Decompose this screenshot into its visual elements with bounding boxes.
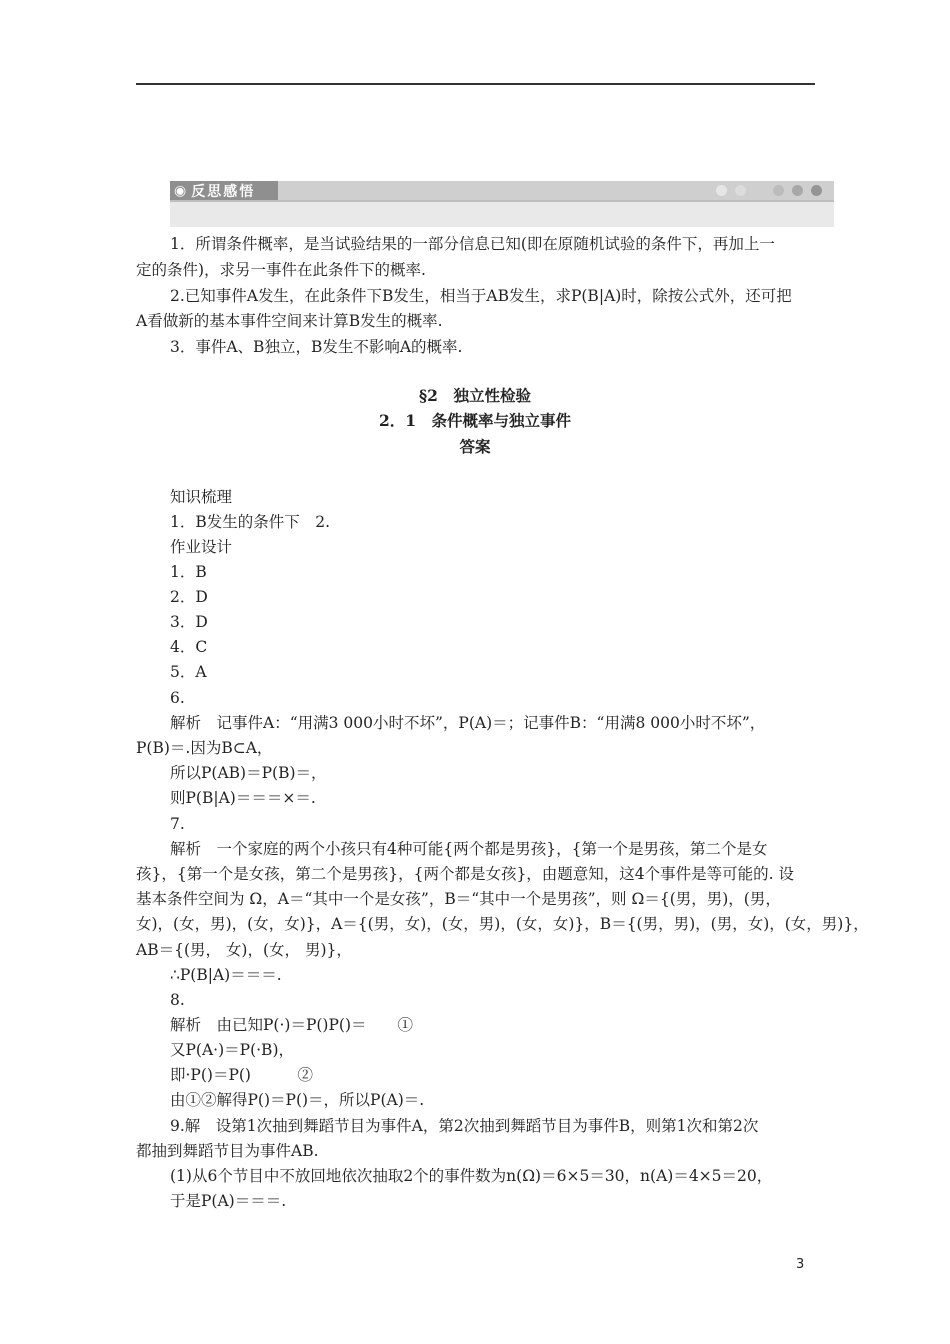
answer-line: 知识梳理 bbox=[170, 488, 233, 506]
answer-line: AB＝{(男， 女)，(女， 男)}， bbox=[136, 941, 352, 959]
reflection-line: A看做新的基本事件空间来计算B发生的概率. bbox=[136, 312, 443, 330]
answer-line: 5．A bbox=[170, 663, 207, 681]
answer-line: 则P(B|A)＝＝＝×＝. bbox=[170, 789, 316, 807]
banner-title: 反思感悟 bbox=[191, 183, 256, 200]
answer-line: (1)从6个节目中不放回地依次抽取2个的事件数为n(Ω)＝6×5＝30，n(A)＝4×5＝20， bbox=[170, 1167, 773, 1185]
banner-strip bbox=[278, 181, 834, 200]
answer-line: 1．B bbox=[170, 563, 207, 581]
header-rule bbox=[136, 83, 815, 85]
dot-icon bbox=[792, 185, 803, 196]
decorative-dots bbox=[716, 185, 822, 196]
answer-line: 由①②解得P()＝P()＝，所以P(A)＝. bbox=[170, 1091, 425, 1109]
answer-line: ∴P(B|A)＝＝＝. bbox=[170, 966, 282, 984]
answer-line: 所以P(AB)＝P(B)＝， bbox=[170, 764, 327, 782]
reflection-line: 1．所谓条件概率，是当试验结果的一部分信息已知(即在原随机试验的条件下，再加上一 bbox=[170, 235, 775, 253]
answer-line: 女)，(女，男)，(女，女)}，A＝{(男，女)，(女，男)，(女，女)}，B＝{(男，男)，(男，女)，(女，男)}， bbox=[136, 915, 869, 933]
page-number: 3 bbox=[796, 1257, 805, 1272]
answer-line: 8. bbox=[170, 991, 185, 1009]
answer-line: 于是P(A)＝＝＝. bbox=[170, 1192, 287, 1210]
reflection-banner bbox=[170, 181, 834, 227]
dot-icon bbox=[716, 185, 727, 196]
answer-line: 4．C bbox=[170, 638, 208, 656]
dot-icon bbox=[773, 185, 784, 196]
answer-heading: 答案 bbox=[459, 437, 491, 456]
answer-line: 基本条件空间为 Ω，A＝“其中一个是女孩”，B＝“其中一个是男孩”，则 Ω＝{(男，男)，(男， bbox=[136, 890, 781, 908]
answer-line: 7. bbox=[170, 815, 185, 833]
dot-icon bbox=[811, 185, 822, 196]
answer-line: 即·P()＝P() ② bbox=[170, 1066, 313, 1084]
answer-line: P(B)＝.因为B⊂A， bbox=[136, 739, 273, 757]
subsection-heading: 2．1 条件概率与独立事件 bbox=[378, 411, 572, 430]
answer-line: 解析 由已知P(·)＝P()P()＝ ① bbox=[170, 1016, 413, 1034]
answer-line: 9.解 设第1次抽到舞蹈节目为事件A，第2次抽到舞蹈节目为事件B，则第1次和第2次 bbox=[170, 1117, 759, 1135]
banner-tab bbox=[170, 181, 278, 200]
answer-line: 解析 记事件A：“用满3 000小时不坏”，P(A)＝；记事件B：“用满8 000小时不坏”， bbox=[170, 714, 766, 732]
reflection-line: 3．事件A、B独立，B发生不影响A的概率. bbox=[170, 338, 463, 356]
dot-icon bbox=[754, 185, 765, 196]
section-heading: §2 独立性检验 bbox=[419, 386, 531, 405]
answer-line: 2．D bbox=[170, 588, 208, 606]
answer-line: 又P(A·)＝P(·B)， bbox=[170, 1041, 294, 1059]
bullet-icon: ◉ bbox=[174, 182, 187, 199]
answer-line: 解析 一个家庭的两个小孩只有4种可能{两个都是男孩}，{第一个是男孩，第二个是女 bbox=[170, 840, 768, 858]
dot-icon bbox=[735, 185, 746, 196]
answer-line: 孩}，{第一个是女孩，第二个是男孩}，{两个都是女孩}，由题意知，这4个事件是等可能的. 设 bbox=[136, 865, 795, 883]
answer-line: 都抽到舞蹈节目为事件AB. bbox=[136, 1142, 319, 1160]
answer-line: 6. bbox=[170, 689, 185, 707]
answer-line: 3．D bbox=[170, 613, 208, 631]
answer-line: 1．B发生的条件下 2. bbox=[170, 513, 331, 531]
answer-line: 作业设计 bbox=[170, 538, 233, 556]
banner-divider bbox=[170, 200, 834, 202]
reflection-line: 定的条件)，求另一事件在此条件下的概率. bbox=[136, 261, 426, 279]
reflection-line: 2.已知事件A发生，在此条件下B发生，相当于AB发生，求P(B|A)时，除按公式外，还可把 bbox=[170, 287, 792, 305]
